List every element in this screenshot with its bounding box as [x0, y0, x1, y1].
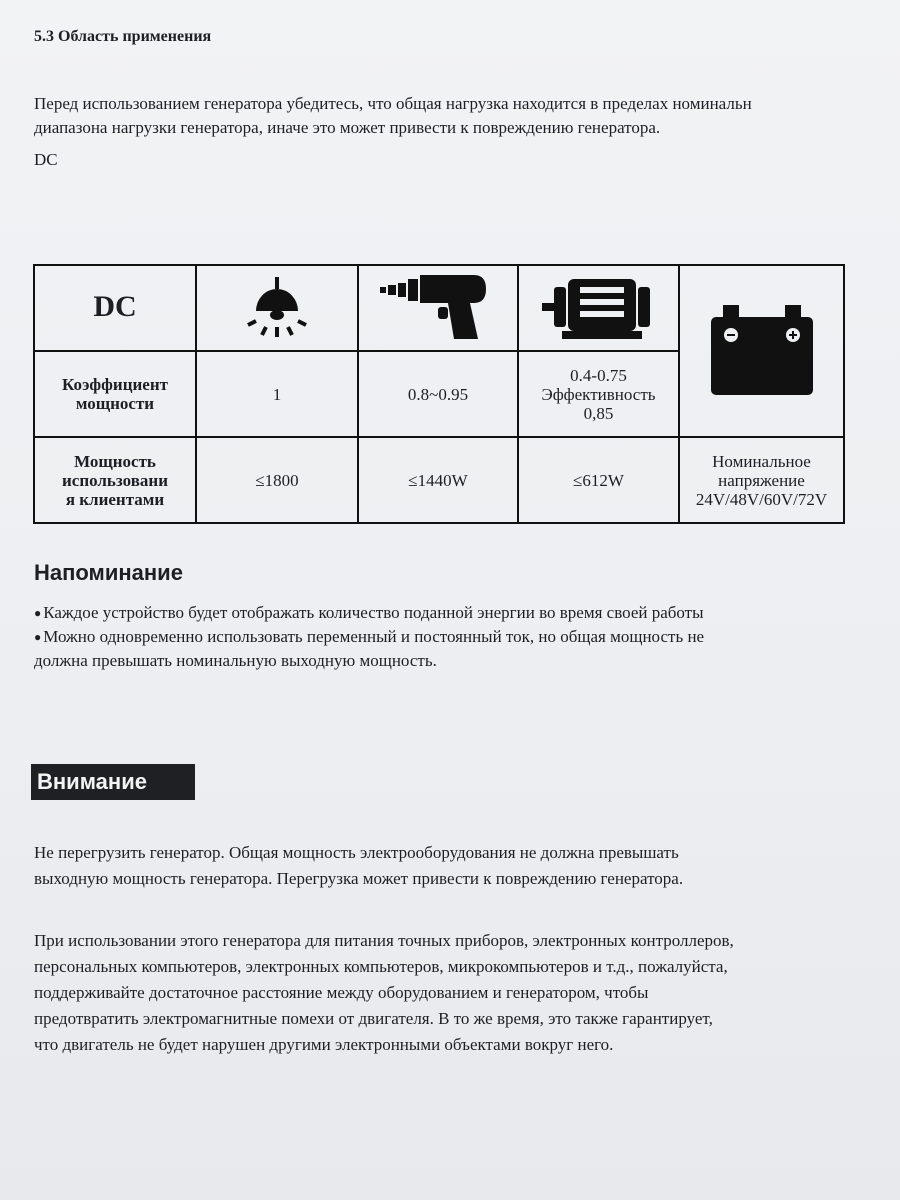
cell-lamp-pf: 1 [196, 351, 358, 437]
interference-paragraph [34, 928, 884, 1058]
list-item: ● Каждое устройство будет отображать количество поданной энергии во время своей работы [34, 601, 884, 625]
lamp-icon [242, 277, 312, 339]
cell-battery-voltage [679, 437, 844, 523]
intro-paragraph [34, 92, 900, 140]
section-title: 5.3 Область применения [34, 28, 212, 45]
overload-paragraph [34, 840, 884, 892]
cell-motor-pf [518, 351, 679, 437]
dc-load-table [33, 264, 845, 524]
battery-voltage-value: 24V/48V/60V/72V [695, 489, 828, 509]
dc-label: DC [34, 150, 58, 169]
battery-voltage-line: Номинальное [712, 451, 811, 471]
paragraph-line: выходную мощность генератора. Перегрузка может привести к повреждению генератора. [34, 869, 684, 888]
list-item: ● Можно одновременно использовать переменный и постоянный ток, но общая мощность не [34, 625, 884, 649]
table-header-dc [34, 265, 196, 351]
drill-cell [358, 265, 518, 351]
usage-label-line: я клиентами [65, 489, 165, 509]
paragraph-line: Не перегрузить генератор. Общая мощность электрооборудования не должна превышать [34, 843, 679, 862]
usage-label-line: использовани [61, 470, 169, 490]
battery-cell [679, 265, 844, 437]
cell-motor-usage: ≤612W [518, 437, 679, 523]
motor-efficiency-value: 0,85 [583, 403, 614, 423]
row-header-usage [34, 437, 196, 523]
motor-cell [518, 265, 679, 351]
row-header-power-factor [34, 351, 196, 437]
intro-line: Перед использованием генератора убедитесь, что общая нагрузка находится в пределах номинальн [34, 94, 752, 113]
reminder-list [34, 601, 884, 673]
paragraph-line: При использовании этого генератора для питания точных приборов, электронных контроллеров, [34, 931, 734, 950]
paragraph-line: персональных компьютеров, электронных компьютеров, микрокомпьютеров и т.д., пожалуйста, [34, 957, 728, 976]
drill-icon [378, 273, 498, 343]
usage-label-line: Мощность [74, 451, 156, 471]
cell-drill-pf: 0.8~0.95 [358, 351, 518, 437]
list-item-continuation: должна превышать номинальную выходную мощность. [34, 651, 437, 670]
motor-pf-range: 0.4-0.75 [570, 365, 627, 385]
dc-header-text: DC [93, 289, 137, 323]
paragraph-line: предотвратить электромагнитные помехи от двигателя. В то же время, это также гарантирует, [34, 1009, 713, 1028]
motor-efficiency-label: Эффективность [541, 384, 656, 404]
paragraph-line: что двигатель не будет нарушен другими электронными объектами вокруг него. [34, 1035, 614, 1054]
cell-drill-usage: ≤1440W [358, 437, 518, 523]
battery-icon [707, 305, 817, 397]
power-factor-label: Коэффициент мощности [61, 375, 169, 413]
battery-voltage-line: напряжение [718, 470, 805, 490]
cell-lamp-usage: ≤1800 [196, 437, 358, 523]
lamp-cell [196, 265, 358, 351]
reminder-heading: Напоминание [34, 560, 183, 585]
intro-line: диапазона нагрузки генератора, иначе это может привести к повреждению генератора. [34, 118, 661, 137]
motor-icon [540, 273, 658, 343]
paragraph-line: поддерживайте достаточное расстояние между оборудованием и генератором, чтобы [34, 983, 649, 1002]
attention-heading: Внимание [31, 764, 195, 800]
